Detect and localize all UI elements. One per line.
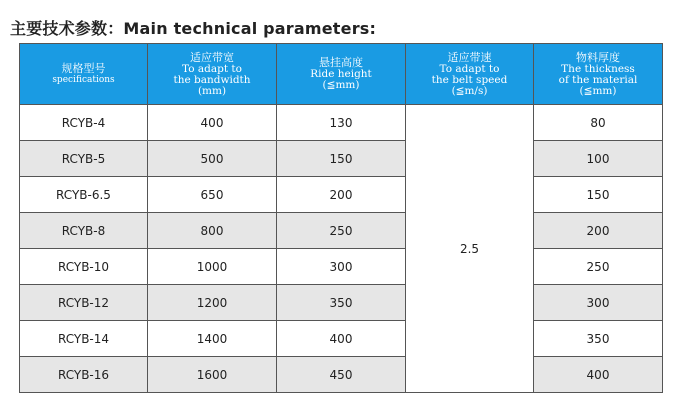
cell-model: RCYB-8 — [20, 213, 148, 249]
cell-height: 450 — [277, 357, 406, 393]
cell-height: 250 — [277, 213, 406, 249]
technical-parameters-table — [19, 43, 663, 393]
cell-thickness: 150 — [534, 177, 663, 213]
table-row — [20, 105, 663, 141]
header-en: To adapt to — [439, 62, 500, 75]
header-cn: 适应带速 — [447, 50, 492, 64]
header-bandwidth — [148, 44, 277, 105]
header-material-thickness — [534, 44, 663, 105]
table-row — [20, 141, 663, 177]
table-row — [20, 249, 663, 285]
cell-bandwidth: 650 — [148, 177, 277, 213]
header-en: (≦mm) — [322, 79, 360, 91]
table-header-row — [20, 44, 663, 105]
header-en: Ride height — [310, 68, 372, 80]
cell-height: 130 — [277, 105, 406, 141]
section-title: 主要技术参数：Main technical parameters: — [10, 19, 377, 38]
header-en: (≦mm) — [579, 84, 617, 97]
header-belt-speed — [406, 44, 534, 105]
header-en: specifications — [52, 75, 115, 85]
cell-bandwidth: 500 — [148, 141, 277, 177]
cell-bandwidth: 800 — [148, 213, 277, 249]
cell-thickness: 80 — [534, 105, 663, 141]
header-cn: 规格型号 — [61, 62, 106, 75]
header-en: (mm) — [197, 84, 227, 97]
cell-height: 350 — [277, 285, 406, 321]
cell-bandwidth: 1200 — [148, 285, 277, 321]
cell-thickness: 400 — [534, 357, 663, 393]
header-en: the bandwidth — [173, 73, 251, 86]
table-row — [20, 321, 663, 357]
table-row — [20, 357, 663, 393]
cell-height: 300 — [277, 249, 406, 285]
header-en: To adapt to — [182, 62, 242, 75]
cell-model: RCYB-14 — [20, 321, 148, 357]
cell-thickness: 100 — [534, 141, 663, 177]
cell-bandwidth: 1400 — [148, 321, 277, 357]
cell-bandwidth: 400 — [148, 105, 277, 141]
header-en: The thickness — [561, 62, 635, 75]
cell-bandwidth: 1000 — [148, 249, 277, 285]
cell-thickness: 300 — [534, 285, 663, 321]
cell-bandwidth: 1600 — [148, 357, 277, 393]
cell-model: RCYB-16 — [20, 357, 148, 393]
cell-model: RCYB-12 — [20, 285, 148, 321]
header-en: (≦m/s) — [451, 84, 488, 97]
table-row — [20, 285, 663, 321]
cell-height: 150 — [277, 141, 406, 177]
cell-model: RCYB-4 — [20, 105, 148, 141]
header-ride-height — [277, 44, 406, 105]
table-row — [20, 177, 663, 213]
table-row — [20, 213, 663, 249]
header-en: the belt speed — [431, 73, 508, 86]
header-cn: 物料厚度 — [576, 50, 620, 64]
header-en: of the material — [558, 73, 638, 86]
cell-height: 200 — [277, 177, 406, 213]
header-cn: 适应带宽 — [190, 50, 234, 64]
cell-belt-speed: 2.5 — [406, 105, 534, 393]
cell-thickness: 250 — [534, 249, 663, 285]
cell-height: 400 — [277, 321, 406, 357]
cell-model: RCYB-6.5 — [20, 177, 148, 213]
cell-thickness: 350 — [534, 321, 663, 357]
header-cn: 悬挂高度 — [319, 56, 363, 69]
header-specifications — [20, 44, 148, 105]
cell-thickness: 200 — [534, 213, 663, 249]
cell-model: RCYB-5 — [20, 141, 148, 177]
cell-model: RCYB-10 — [20, 249, 148, 285]
